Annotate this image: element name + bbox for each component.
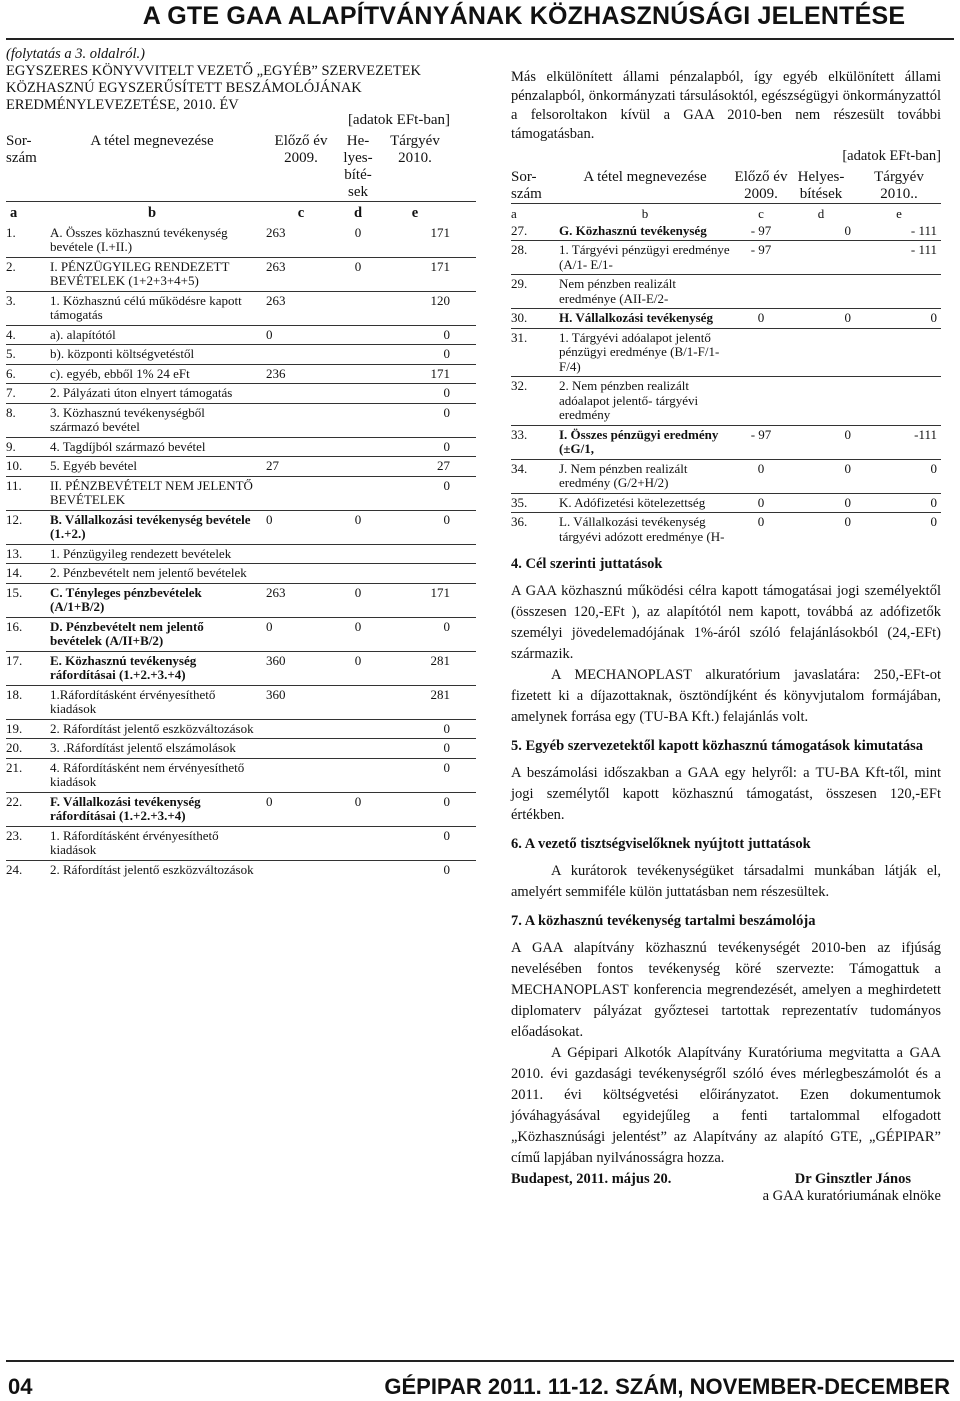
left-row [6,719,476,739]
left-cell-p [254,719,336,739]
left-row [6,792,476,826]
left-cell-p: 27 [254,457,336,477]
right-cell-p: - 97 [750,222,772,238]
left-row [6,403,476,437]
left-cell-h [336,860,380,879]
left-cell-h [336,719,380,739]
left-cell-n: 3. [6,291,50,325]
right-cell-h: 0 [791,493,861,513]
left-cell-t: A. Összes közhasznú tevékenység bevétele (I.+II.) [50,224,228,254]
left-cell-n: 2. [6,257,50,291]
left-row [6,457,476,477]
section-5-title: 5. Egyéb szervezetektől kapott közhasznú támogatások kimutatása [511,738,924,754]
left-cell-y [380,564,476,584]
left-cell-h: 0 [336,583,380,617]
left-cell-y: 0 [380,325,476,345]
header-item-name: A tétel megnevezése [90,133,214,149]
unit-note-right: [adatok EFt-ban] [842,148,941,164]
left-row [6,437,476,457]
left-cell-t: a). alapítótól [50,325,254,345]
left-cell-h: 0 [336,792,380,826]
left-cell-p [254,476,336,510]
left-cell-t: 1. Közhasznú célú működésre kapott támogatás [50,291,254,325]
right-cell-y: 0 [861,309,941,329]
right-cell-y: 0 [861,513,941,547]
left-cell-n: 11. [6,476,50,510]
left-row [6,476,476,510]
right-cell-p [731,328,791,377]
left-cell-h: 0 [336,257,380,291]
right-cell-p: 0 [731,459,791,493]
right-cell-y: - 111 [861,241,941,275]
left-cell-p [254,826,336,860]
left-cell-p: 263 [254,257,336,291]
letter-d: d [336,202,380,224]
left-cell-p [254,758,336,792]
header-corrections: He-lyes-bíté-sek [343,133,373,200]
left-cell-y: 0 [380,758,476,792]
signer-name: Dr Ginsztler János [794,1171,911,1187]
right-row [511,222,941,241]
letter-e: e [380,202,476,224]
left-cell-h [336,826,380,860]
right-cell-y [861,377,941,426]
footer-rule [6,1360,954,1362]
intro-paragraph: Más elkülönített állami pénzalapból, így egyéb elkülönített állami pénzalapból, önkormányzati társulásoktól, egészségügyi önkormányzattól a felsoroltakon kívül a GAA 2010-ben nem részesült további támogatásban. [511,69,941,142]
signer-role: a GAA kuratóriumának elnöke [762,1188,941,1204]
left-cell-t: C. Tényleges pénzbevételek (A/1+B/2) [50,583,254,617]
left-cell-y: 0 [380,437,476,457]
left-cell-p [254,345,336,365]
left-cell-t: F. Vállalkozási tevékenység ráfordításai (1.+2.+3.+4) [50,792,254,826]
result-table-header-row [511,169,941,204]
right-cell-t: I. Összes pénzügyi eredmény (±G/1, [559,425,731,459]
left-cell-t: 1. Ráfordításként érvényesíthető kiadások [50,826,254,860]
income-statement-table [6,129,476,879]
left-cell-n: 19. [6,719,50,739]
right-column [511,68,941,1205]
left-cell-t: B. Vállalkozási tevékenység bevétele (1.+2.) [50,510,254,544]
left-cell-y: 0 [380,510,476,544]
right-cell-n: 29. [511,275,559,309]
left-cell-n: 22. [6,792,50,826]
right-cell-h: 0 [791,513,861,547]
right-cell-n: 32. [511,377,559,426]
left-row [6,384,476,404]
right-cell-y: 0 [861,493,941,513]
section-6-p1: A kurátorok tevékenységüket társadalmi munkában látják el, amelyért semmiféle külön juttatásban nem részesültek. [511,863,941,900]
left-cell-p [254,860,336,879]
left-cell-p [254,403,336,437]
left-cell-h [336,364,380,384]
section-7-p1: A GAA alapítvány közhasznú tevékenységét 2010-ben az ifjúság nevelésében fontos tevékenység köré szervezte: Támogattuk a MECHANOPLAST konferencia megrendezését, amelyen a meghirdetett diplomaterv pályázat győztesei tartottak reprezentatív tudományos előadásokat. [511,940,941,1040]
left-cell-t: I. PÉNZÜGYILEG RENDEZETT BEVÉTELEK (1+2+3+4+5) [50,257,254,291]
right-row [511,328,941,377]
left-row [6,325,476,345]
left-cell-n: 14. [6,564,50,584]
right-cell-n: 35. [511,493,559,513]
left-cell-n: 9. [6,437,50,457]
rheader-prev-year: Előző év 2009. [734,169,788,202]
left-cell-n: 18. [6,685,50,719]
left-cell-n: 13. [6,544,50,564]
right-cell-t: H. Vállalkozási tevékenység [559,309,731,329]
page-header-title: A GTE GAA ALAPÍTVÁNYÁNAK KÖZHASZNÚSÁGI JELENTÉSE [142,2,906,30]
right-cell-p: 0 [731,309,791,329]
left-cell-n: 20. [6,739,50,759]
section-4-p2: A MECHANOPLAST alkuratórium javaslatára: 250,-EFt-ot fizetett ki a díjazottaknak, ösztöndíjként és könyvjutalom formájában, amelynek forrása egy (TU-BA Kft.) felajánlás volt. [511,667,941,725]
left-cell-h [336,564,380,584]
left-column [6,46,476,879]
left-cell-p: 263 [254,291,336,325]
left-cell-h: 0 [336,510,380,544]
left-cell-h [336,476,380,510]
left-row [6,224,476,258]
right-cell-t: Nem pénzben realizált eredménye (AII-E/2- [559,275,731,309]
right-cell-y: 0 [861,459,941,493]
signature-line [511,1171,941,1188]
rheader-sorszam: Sor-szám [511,169,542,202]
left-cell-t: 4. Tagdíjból származó bevétel [50,437,254,457]
left-cell-y: 0 [380,403,476,437]
left-cell-p: 360 [254,685,336,719]
right-row [511,513,941,547]
left-cell-t: c). egyéb, ebből 1% 24 eFt [50,364,254,384]
left-row [6,364,476,384]
issue-info: GÉPIPAR 2011. 11-12. SZÁM, NOVEMBER-DECEMBER [384,1374,950,1399]
right-cell-y [861,328,941,377]
right-cell-h [791,275,861,309]
left-cell-t: 3. .Ráfordítást jelentő elszámolások [50,739,254,759]
left-cell-h: 0 [336,617,380,651]
unit-note: [adatok EFt-ban] [347,112,450,128]
rletter-a: a [511,204,559,222]
left-cell-p: 263 [266,224,286,240]
section-4-p1: A GAA közhasznú működési célra kapott támogatásai jogi személyektől (összesen 120,-EFt ), az alapítótól nem kapott, továbbá az adófizetők személyi jövedelemadójának 1%-áról szóló felajánlásokból (24,-EFt) származik. [511,583,941,662]
left-cell-p: 0 [254,617,336,651]
left-cell-t: 2. Pályázati úton elnyert támogatás [50,384,254,404]
left-cell-h [336,457,380,477]
left-cell-n: 24. [6,860,50,879]
right-row [511,493,941,513]
right-cell-h: 0 [791,459,861,493]
rheader-corrections: Helyes-bítések [797,169,845,202]
left-row [6,583,476,617]
left-cell-n: 23. [6,826,50,860]
rletter-c: c [731,204,791,222]
left-cell-y: 171 [380,257,476,291]
right-cell-p: - 97 [731,425,791,459]
right-cell-y [861,275,941,309]
left-cell-h [336,685,380,719]
right-row [511,459,941,493]
left-cell-n: 1. [6,224,16,240]
left-cell-h [336,384,380,404]
left-cell-p: 0 [254,792,336,826]
left-row [6,510,476,544]
left-row [6,739,476,759]
right-cell-p [731,377,791,426]
left-cell-y: 171 [380,364,476,384]
left-cell-n: 7. [6,384,50,404]
rletter-row [511,204,941,222]
left-row [6,758,476,792]
left-cell-t: 1. Pénzügyileg rendezett bevételek [50,544,254,564]
header-current-year: Tárgyév 2010. [390,133,440,166]
letter-c: c [254,202,336,224]
left-row [6,345,476,365]
left-cell-y: 171 [380,583,476,617]
left-cell-n: 12. [6,510,50,544]
left-cell-p [254,739,336,759]
header-sorszam: Sor-szám [6,133,37,166]
left-cell-t: II. PÉNZBEVÉTELT NEM JELENTŐ BEVÉTELEK [50,476,254,510]
left-cell-t: 3. Közhasznú tevékenységből származó bevétel [50,403,254,437]
left-cell-y: 120 [380,291,476,325]
letter-b: b [50,202,254,224]
left-row [6,860,476,879]
section-4-title: 4. Cél szerinti juttatások [511,556,663,572]
section-7-p2: A Gépipari Alkotók Alapítvány Kuratóriuma megvitatta a GAA 2010. évi gazdasági tevékenységről szóló éves mérlegbeszámolót és a 2011. évi költségvetési előirányzatot. Ezen dokumentumok jóváhagyásával egyidejűleg a fenti tartalommal elfogadott „Közhasznúsági jelentést” az Alapítvány az alapító GTE, „GÉPIPAR” című lapjában nyilvánosságra hozza. [511,1045,941,1166]
right-cell-p: 0 [731,513,791,547]
left-cell-h [336,403,380,437]
right-cell-h [791,241,861,275]
right-cell-h [791,377,861,426]
right-cell-n: 28. [511,241,559,275]
left-row [6,564,476,584]
left-cell-p [254,544,336,564]
right-cell-n: 31. [511,328,559,377]
right-row [511,309,941,329]
left-cell-t: 2. Ráfordítást jelentő eszközváltozások [50,719,254,739]
left-cell-n: 8. [6,403,50,437]
left-cell-p [254,437,336,457]
right-cell-t: L. Vállalkozási tevékenység tárgyévi adózott eredménye (H- [559,513,731,547]
right-cell-h: 0 [844,222,851,238]
left-cell-n: 17. [6,651,50,685]
left-cell-t: 1.Ráfordításként érvényesíthető kiadások [50,685,254,719]
right-cell-n: 33. [511,425,559,459]
rletter-d: d [791,204,861,222]
right-row [511,275,941,309]
letter-a: a [6,202,50,224]
right-cell-n: 36. [511,513,559,547]
right-cell-t: J. Nem pénzben realizált eredmény (G/2+H/2) [559,459,731,493]
left-cell-n: 6. [6,364,50,384]
right-cell-h: 0 [791,425,861,459]
left-cell-p: 360 [254,651,336,685]
left-cell-h [336,437,380,457]
right-row [511,425,941,459]
left-cell-y: 0 [380,792,476,826]
left-cell-n: 10. [6,457,50,477]
left-cell-h: 0 [336,651,380,685]
left-cell-y: 281 [380,685,476,719]
left-cell-p [254,564,336,584]
right-cell-n: 30. [511,309,559,329]
left-cell-t: 4. Ráfordításként nem érvényesíthető kiadások [50,758,254,792]
left-cell-h [336,291,380,325]
section-5-p1: A beszámolási időszakban a GAA egy helyről: a TU-BA Kft-től, mint jogi személytől kapott közhasznú támogatást, összesen 120,-EFt értékben. [511,765,941,823]
left-cell-y: 171 [430,224,450,240]
left-cell-p: 263 [254,583,336,617]
right-cell-n: 27. [511,222,528,238]
right-row [511,241,941,275]
right-cell-p [731,275,791,309]
left-cell-y: 0 [380,860,476,879]
left-cell-h [336,758,380,792]
rheader-current-year: Tárgyév 2010.. [874,169,924,202]
left-cell-h: 0 [354,224,362,240]
left-row [6,617,476,651]
rheader-item-name: A tétel megnevezése [583,169,707,185]
right-cell-t: 2. Nem pénzben realizált adóalapot jelentő- tárgyévi eredmény [559,377,731,426]
left-row [6,651,476,685]
left-cell-n: 5. [6,345,50,365]
left-cell-y [380,544,476,564]
left-cell-p: 236 [254,364,336,384]
left-cell-t: 5. Egyéb bevétel [50,457,254,477]
left-cell-t: b). központi költségvetéstől [50,345,254,365]
left-cell-t: E. Közhasznú tevékenység ráfordításai (1.+2.+3.+4) [50,651,254,685]
left-cell-h [336,544,380,564]
left-cell-t: 2. Pénzbevételt nem jelentő bevételek [50,564,254,584]
left-cell-t: 2. Ráfordítást jelentő eszközváltozások [50,860,254,879]
right-cell-y: - 111 [910,222,937,238]
right-cell-t: K. Adófizetési kötelezettség [559,493,731,513]
left-cell-y: 0 [380,345,476,365]
right-cell-t: G. Közhasznú tevékenység [559,222,707,238]
right-cell-p: 0 [731,493,791,513]
section-7-title: 7. A közhasznú tevékenység tartalmi beszámolója [511,913,816,929]
left-cell-y: 0 [380,826,476,860]
result-table [511,169,941,546]
left-cell-p: 0 [254,325,336,345]
left-row [6,826,476,860]
right-cell-h [791,328,861,377]
right-cell-t: 1. Tárgyévi adóalapot jelentő pénzügyi eredménye (B/1-F/1-F/4) [559,328,731,377]
left-row [6,291,476,325]
left-cell-y: 27 [380,457,476,477]
left-cell-n: 16. [6,617,50,651]
report-title: EGYSZERES KÖNYVVITELT VEZETŐ „EGYÉB” SZERVEZETEK KÖZHASZNÚ EGYSZERŰSÍTETT BESZÁMOLÓJÁNAK EREDMÉNYLEVEZETÉSE, 2010. ÉV [6,63,421,113]
table-header-row [6,129,476,202]
left-cell-n: 21. [6,758,50,792]
left-cell-y: 281 [380,651,476,685]
header-prev-year: Előző év 2009. [274,133,328,166]
left-row [6,257,476,291]
header-rule [6,38,954,40]
right-cell-p: - 97 [731,241,791,275]
page-number: 04 [8,1374,33,1399]
right-cell-n: 34. [511,459,559,493]
left-cell-h [336,325,380,345]
place-date: Budapest, 2011. május 20. [511,1171,672,1187]
rletter-b: b [559,204,731,222]
left-cell-h [336,345,380,365]
continuation-note: (folytatás a 3. oldalról.) [6,46,145,62]
left-cell-h [336,739,380,759]
left-row [6,544,476,564]
left-cell-p [254,384,336,404]
left-cell-n: 4. [6,325,50,345]
left-cell-n: 15. [6,583,50,617]
left-cell-y: 0 [380,384,476,404]
left-cell-t: D. Pénzbevételt nem jelentő bevételek (A/II+B/2) [50,617,254,651]
left-row [6,685,476,719]
section-6-title: 6. A vezető tisztségviselőknek nyújtott juttatások [511,836,811,852]
right-cell-t: 1. Tárgyévi pénzügyi eredménye (A/1- E/1- [559,241,731,275]
rletter-e: e [861,204,941,222]
left-cell-p: 0 [254,510,336,544]
right-cell-y: -111 [861,425,941,459]
right-cell-h: 0 [791,309,861,329]
left-cell-y: 0 [380,617,476,651]
right-row [511,377,941,426]
left-cell-y: 0 [380,476,476,510]
left-cell-y: 0 [380,719,476,739]
letter-row [6,202,476,224]
left-cell-y: 0 [380,739,476,759]
